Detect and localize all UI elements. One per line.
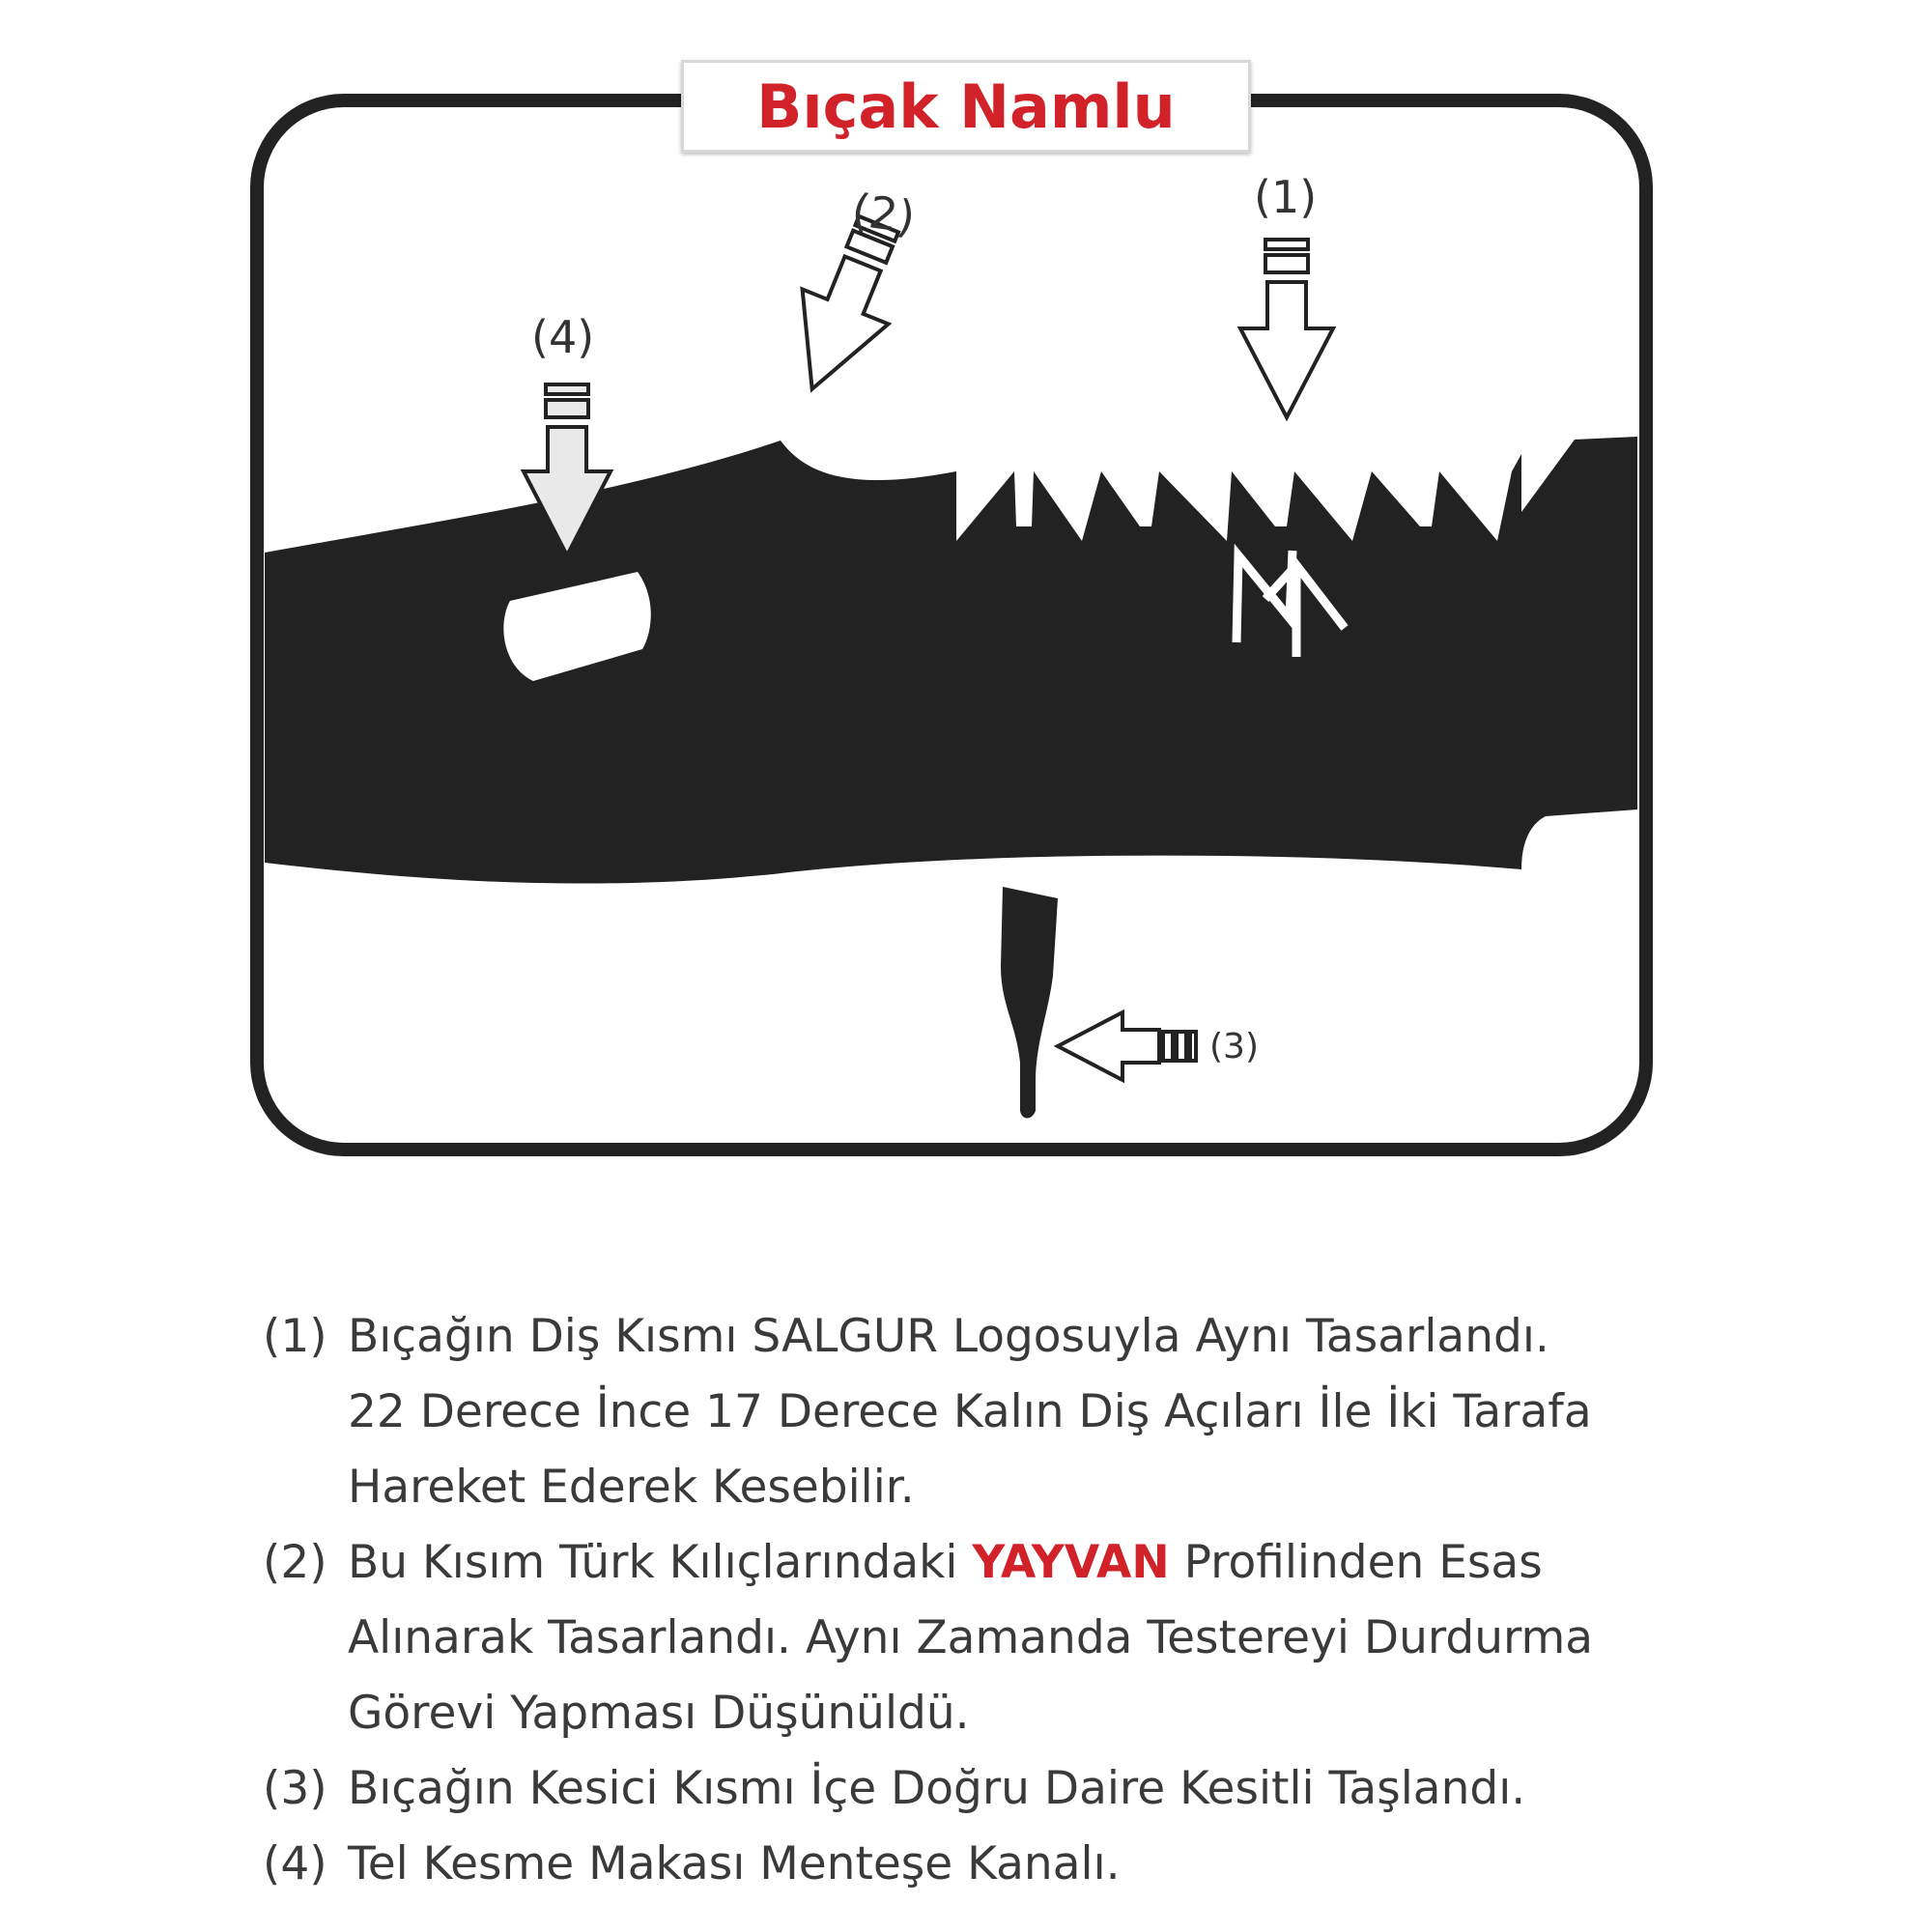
note-number: (1) <box>263 1310 327 1363</box>
notes-list <box>263 1299 1770 1902</box>
note-3 <box>263 1751 1770 1827</box>
note-highlight: YAYVAN <box>972 1536 1170 1589</box>
title-box <box>681 60 1251 153</box>
note-line: Hareket Ederek Kesebilir. <box>348 1461 915 1514</box>
note-text: Bu Kısım Türk Kılıçlarındaki <box>348 1536 973 1589</box>
arrow-1-icon <box>1240 240 1333 417</box>
note-number: (4) <box>263 1837 327 1890</box>
note-2 <box>263 1525 1770 1751</box>
marker-3-label: (3) <box>1209 1027 1259 1066</box>
marker-1-label: (1) <box>1254 171 1318 223</box>
note-line: Alınarak Tasarlandı. Aynı Zamanda Testereyi Durdurma <box>348 1611 1594 1664</box>
diagram-title: Bıçak Namlu <box>756 71 1176 142</box>
note-text: Profilinden Esas <box>1169 1536 1543 1589</box>
blade-body <box>265 437 1637 884</box>
note-1 <box>263 1299 1770 1525</box>
blade-cross-section-icon <box>1001 887 1058 1119</box>
note-line: Görevi Yapması Düşünüldü. <box>348 1687 970 1740</box>
marker-2-label: (2) <box>848 183 919 244</box>
note-number: (3) <box>263 1762 327 1815</box>
note-4 <box>263 1827 1770 1902</box>
note-line: Tel Kesme Makası Menteşe Kanalı. <box>348 1837 1121 1890</box>
arrow-3-icon <box>1058 1012 1196 1080</box>
note-number: (2) <box>263 1536 327 1589</box>
marker-4-label: (4) <box>531 311 595 363</box>
note-line <box>348 1525 1770 1601</box>
note-line: Bıçağın Kesici Kısmı İçe Doğru Daire Kesitli Taşlandı. <box>348 1762 1526 1815</box>
note-line: 22 Derece İnce 17 Derece Kalın Diş Açıları İle İki Tarafa <box>348 1385 1592 1438</box>
note-line: Bıçağın Diş Kısmı SALGUR Logosuyla Aynı Tasarlandı. <box>348 1310 1549 1363</box>
